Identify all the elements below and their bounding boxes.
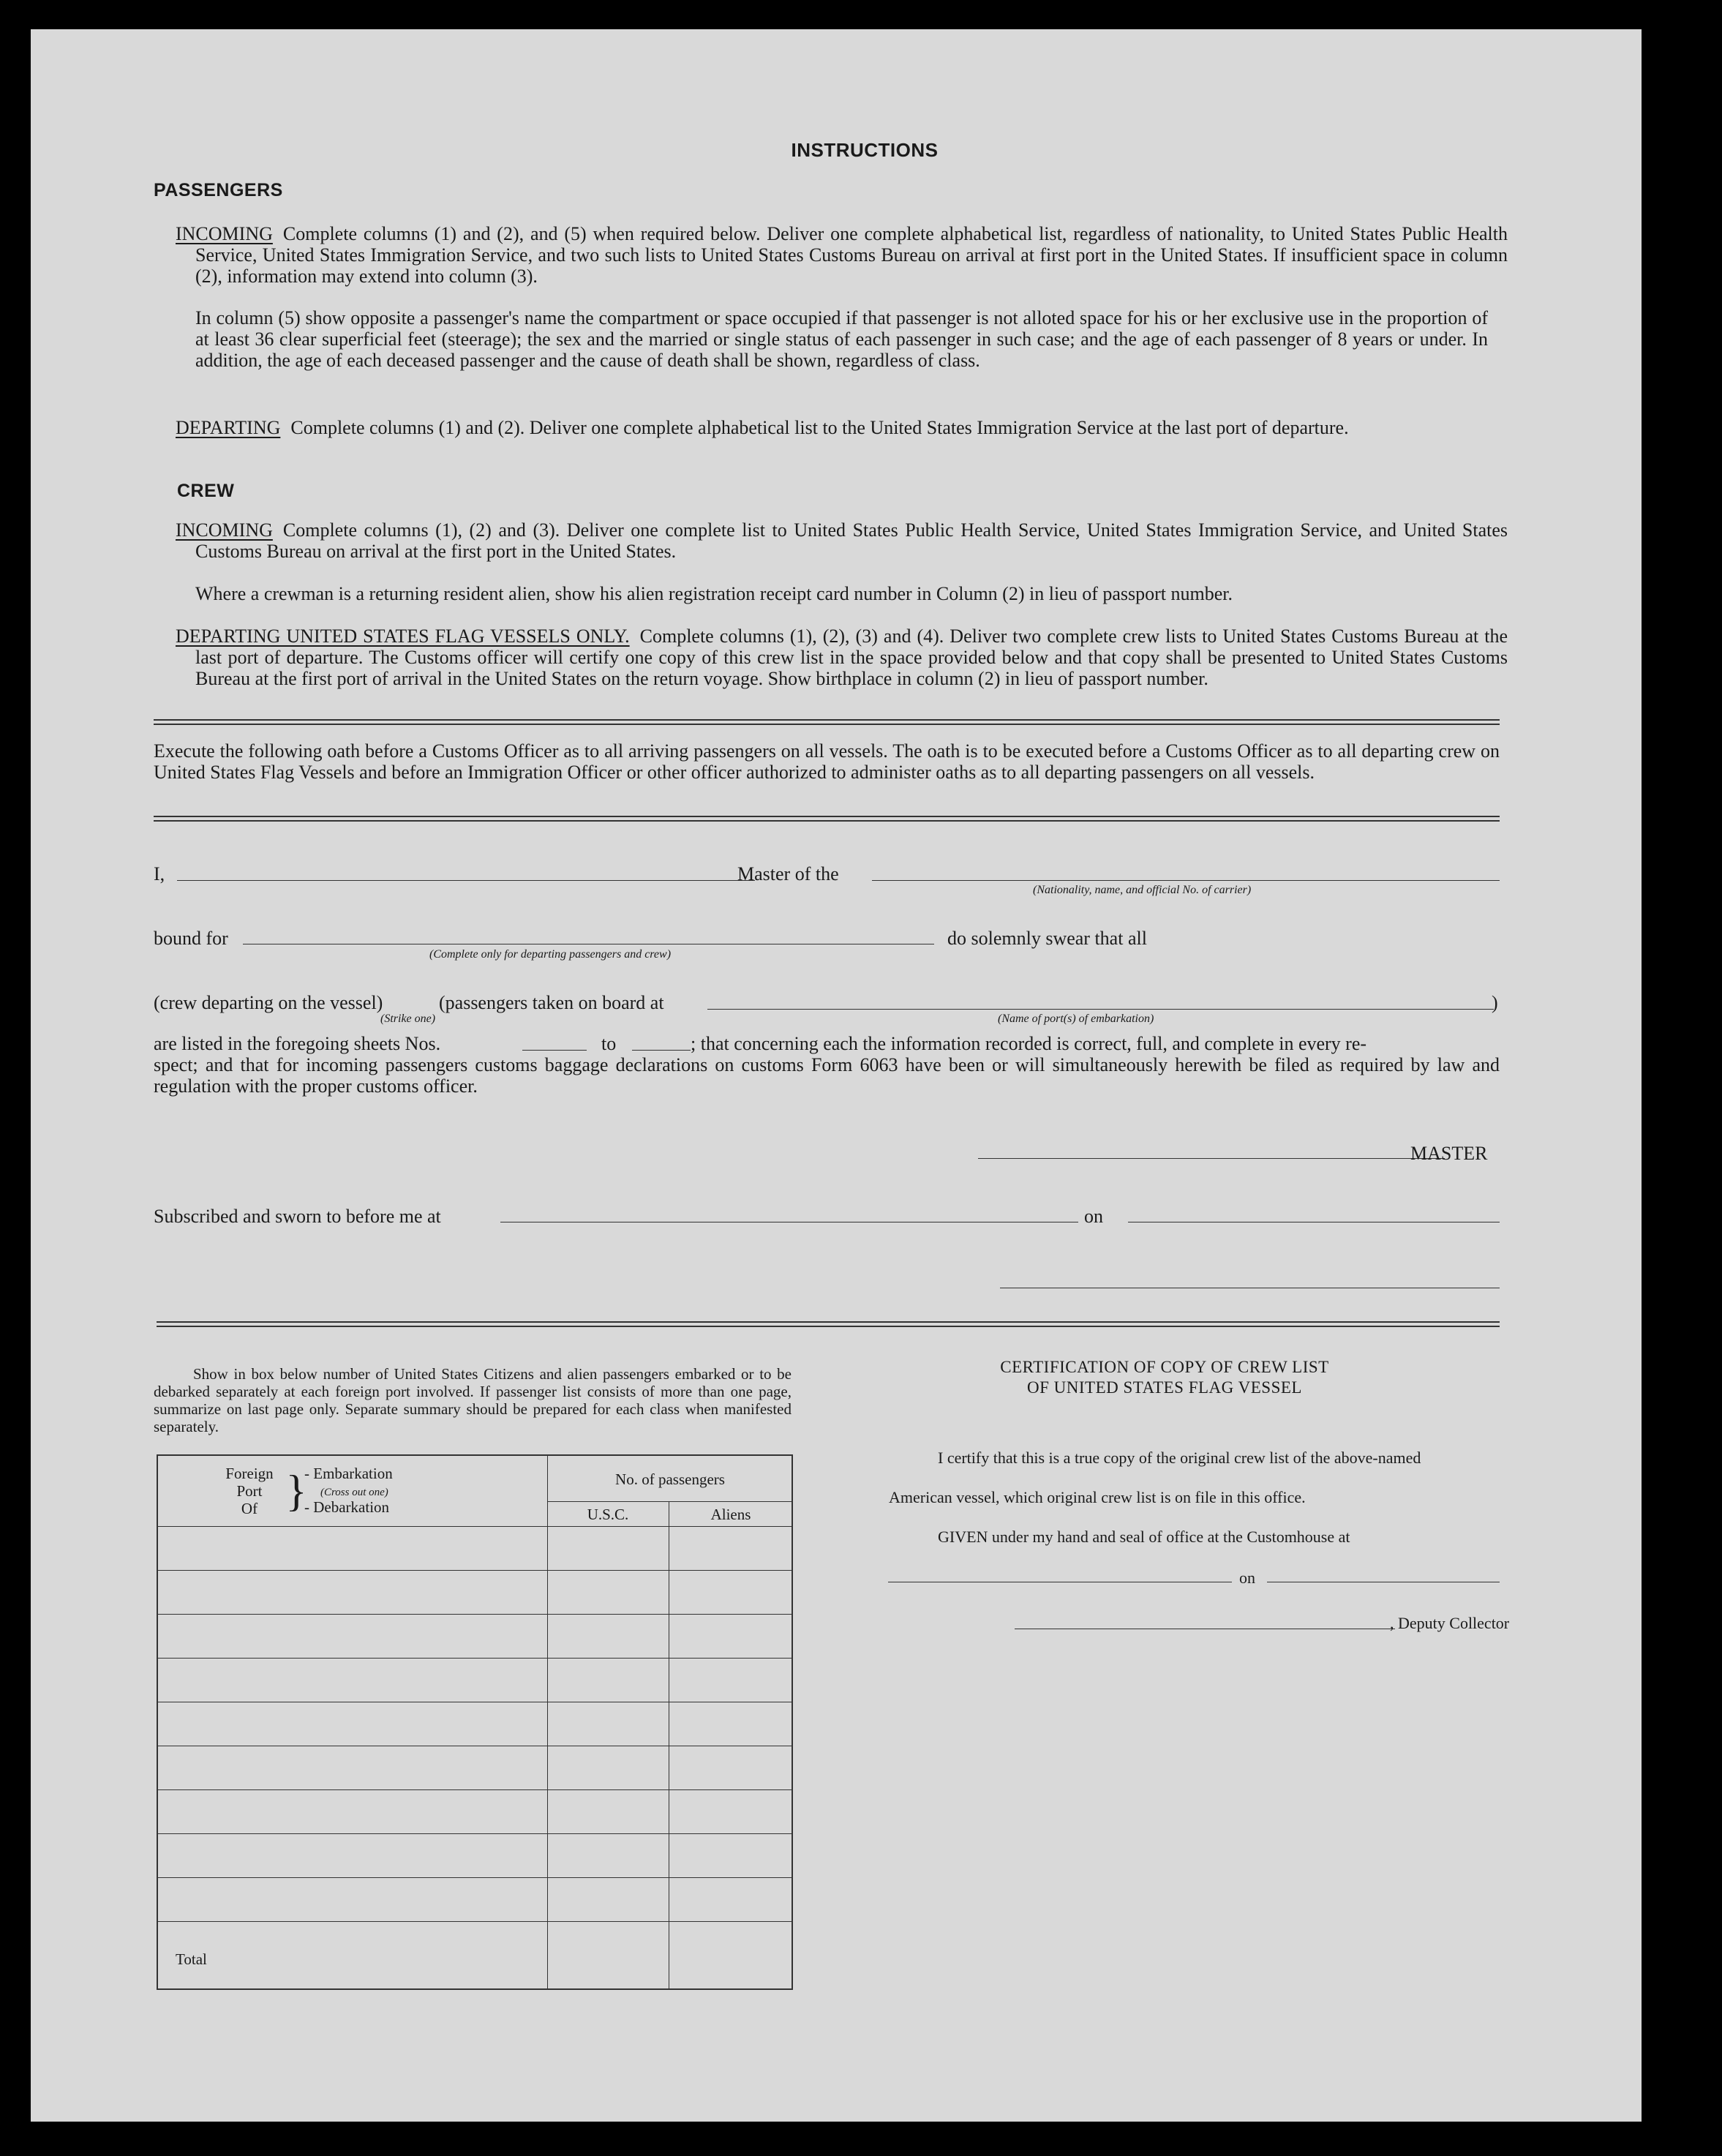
column5-paragraph: In column (5) show opposite a passenger's name the compartment or space occupied if that passenger is not alloted space for his or her exclusive use in the proportion of at least 36 clear superficial feet (steerage); the sex and the married or single status of each passenger in such case; and the age of each passenger of 8 years or under. In addition, the age of each deceased passenger and the cause of death shall be shown, regardless of class.	[195, 307, 1488, 371]
certification-line-1: I certify that this is a true copy of the original crew list of the above-named	[938, 1449, 1421, 1467]
passengers-taken-option: (passengers taken on board at	[439, 992, 664, 1013]
swear-text: do solemnly swear that all	[947, 928, 1147, 949]
debarkation-label: - Debarkation	[304, 1498, 390, 1516]
oath-i-label: I,	[154, 863, 165, 884]
table-row	[158, 1570, 792, 1571]
page-title: INSTRUCTIONS	[791, 139, 939, 161]
usc-header: U.S.C.	[587, 1506, 629, 1523]
table-row	[158, 1921, 792, 1922]
ports-caption: (Name of port(s) of embarkation)	[998, 1013, 1154, 1025]
carrier-caption: (Nationality, name, and official No. of carrier)	[1033, 884, 1252, 896]
embarkation-ports-field[interactable]	[707, 1009, 1494, 1010]
sheet-from-field[interactable]	[522, 1050, 587, 1051]
respect-paragraph: spect; and that for incoming passengers customs baggage declarations on customs Form 6063 have been or will simultaneously herewith be filed as required by law and regulation with the proper customs officer.	[154, 1054, 1500, 1097]
listed-text-a: are listed in the foregoing sheets Nos.	[154, 1033, 441, 1054]
crew-departing-paragraph	[176, 626, 1508, 689]
passengers-departing-label: DEPARTING	[176, 417, 281, 438]
table-row	[158, 1658, 792, 1659]
passengers-incoming-label: INCOMING	[176, 223, 273, 244]
master-name-field[interactable]	[177, 880, 755, 881]
sheet-to-field[interactable]	[632, 1050, 691, 1051]
sworn-on-label: on	[1084, 1206, 1103, 1227]
brace-icon: }	[285, 1467, 307, 1515]
col-port-header-3: Of	[241, 1500, 258, 1517]
certification-line-2: American vessel, which original crew list is on file in this office.	[889, 1488, 1306, 1506]
section-divider	[157, 1321, 1500, 1327]
bound-for-label: bound for	[154, 928, 228, 949]
given-line: GIVEN under my hand and seal of office at the Customhouse at	[938, 1528, 1350, 1546]
section-divider	[154, 719, 1500, 725]
passengers-departing-paragraph	[176, 417, 1508, 438]
master-of-label: Master of the	[737, 863, 839, 884]
certification-title-1: CERTIFICATION OF COPY OF CREW LIST	[1000, 1358, 1329, 1376]
crew-departing-option: (crew departing on the vessel)	[154, 992, 383, 1013]
oath-intro-paragraph: Execute the following oath before a Customs Officer as to all arriving passengers on all vessels. The oath is to be executed before a Customs Officer as to all departing crew on United States Flag Vessels and before an Immigration Officer or other officer authorized to administer oaths as to all departing passengers on all vessels.	[154, 740, 1500, 783]
listed-text-b: ; that concerning each the information recorded is correct, full, and complete in every re-	[691, 1033, 1367, 1054]
deputy-collector-label: , Deputy Collector	[1390, 1614, 1510, 1632]
strike-caption: (Strike one)	[380, 1013, 436, 1025]
listed-to: to	[601, 1033, 617, 1054]
certification-title-2: OF UNITED STATES FLAG VESSEL	[1027, 1378, 1302, 1397]
bound-for-caption: (Complete only for departing passengers and crew)	[429, 948, 672, 961]
total-label: Total	[176, 1950, 207, 1968]
no-passengers-header: No. of passengers	[615, 1470, 725, 1488]
master-label: MASTER	[1410, 1143, 1488, 1164]
crew-heading: CREW	[177, 481, 235, 501]
table-divider	[547, 1456, 548, 1988]
passengers-heading: PASSENGERS	[154, 180, 283, 200]
carrier-field[interactable]	[872, 880, 1500, 881]
resident-alien-paragraph: Where a crewman is a returning resident alien, show his alien registration receipt card number in Column (2) in lieu of passport number.	[195, 583, 1233, 604]
passengers-incoming-paragraph	[176, 223, 1508, 287]
crew-incoming-paragraph	[176, 519, 1508, 562]
col-port-header-1: Foreign	[225, 1465, 274, 1482]
table-row	[158, 1789, 792, 1790]
crew-departing-text: Complete columns (1), (2), (3) and (4). Deliver two complete crew lists to United States Customs Bureau at the last port of departure. The Customs officer will certify one copy of this crew list in the space provided below and that copy shall be presented to United States Customs Bureau at the first port of arrival in the United States on the return voyage. Show birthplace in column (2) in lieu of passport number.	[195, 626, 1508, 689]
document-page	[31, 29, 1642, 2122]
table-divider	[158, 1526, 792, 1527]
passengers-departing-text: Complete columns (1) and (2). Deliver one complete alphabetical list to the United States Immigration Service at the last port of departure.	[290, 417, 1349, 438]
table-row	[158, 1877, 792, 1878]
table-row	[158, 1833, 792, 1834]
crew-incoming-label: INCOMING	[176, 519, 273, 541]
crew-departing-label: DEPARTING UNITED STATES FLAG VESSELS ONLY.	[176, 626, 630, 647]
given-on-label: on	[1239, 1569, 1255, 1587]
table-row	[158, 1614, 792, 1615]
crew-incoming-text: Complete columns (1), (2) and (3). Deliver one complete list to United States Public Health Service, United States Immigration Service, and United States Customs Bureau on arrival at the first port in the United States.	[195, 519, 1508, 562]
col-port-header-2: Port	[236, 1482, 263, 1500]
passengers-incoming-text: Complete columns (1) and (2), and (5) when required below. Deliver one complete alphabetical list, regardless of nationality, to United States Public Health Service, United States Immigration Service, and two such lists to United States Customs Bureau on arrival at first port in the United States. If insufficient space in column (2), information may extend into column (3).	[195, 223, 1508, 287]
section-divider	[154, 816, 1500, 822]
subscribed-label: Subscribed and sworn to before me at	[154, 1206, 441, 1227]
cross-out-caption: (Cross out one)	[320, 1487, 388, 1498]
master-signature-field[interactable]	[978, 1158, 1445, 1159]
passenger-summary-table	[157, 1454, 793, 1990]
summary-instructions: Show in box below number of United States Citizens and alien passengers embarked or to be debarked separately at each foreign port involved. If passenger list consists of more than one page, summarize on last page only. Separate summary should be prepared for each class when manifested separately.	[154, 1365, 792, 1435]
embarkation-label: - Embarkation	[304, 1465, 393, 1482]
aliens-header: Aliens	[710, 1506, 751, 1523]
close-paren: )	[1492, 992, 1498, 1013]
table-divider	[547, 1501, 792, 1502]
